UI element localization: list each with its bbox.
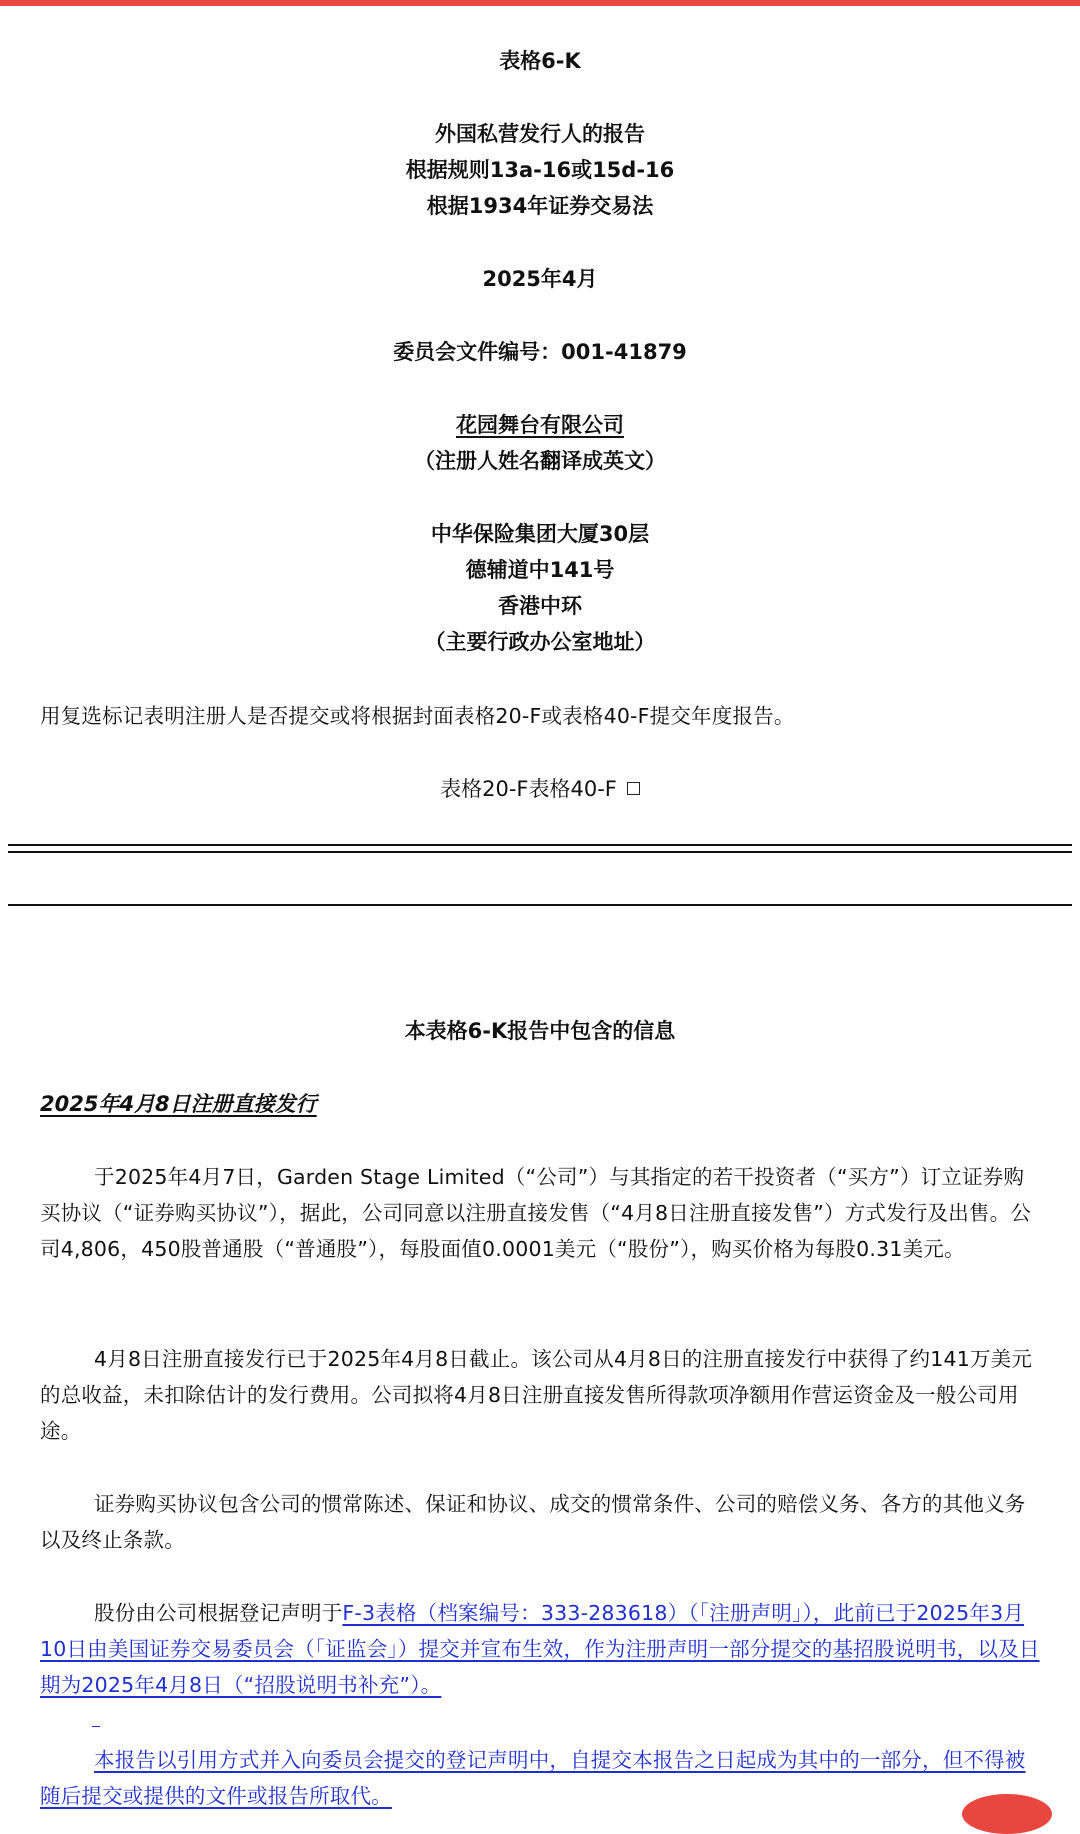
paragraph-1 [40,1159,1040,1267]
section-heading: 2025年4月8日注册直接发行 [40,1092,317,1116]
annual-report-question: 用复选标记表明注册人是否提交或将根据封面表格20-F或表格40-F提交年度报告。 [40,704,795,728]
paragraph-2-text: 4月8日注册直接发行已于2025年4月8日截止。该公司从4月8日的注册直接发行中获得了约141万美元的总收益，未扣除估计的发行费用。公司拟将4月8日注册直接发售所得款项净额用作营运资金及一般公司用途。 [40,1347,1033,1443]
paragraph-3 [40,1486,1040,1558]
address-line-3: 香港中环 [498,594,582,618]
annual-report-options-text: 表格20-F表格40-F [440,777,617,801]
report-line-1: 外国私营发行人的报告 [435,122,645,146]
address-line-1: 中华保险集团大厦30层 [430,522,650,546]
address-note: （主要行政办公室地址） [424,630,656,654]
form-checkbox[interactable] [627,782,640,795]
corner-badge [962,1794,1052,1834]
paragraph-2 [40,1341,1040,1449]
divider-top-2 [8,851,1072,853]
registration-statement-link[interactable]: F-3表格（档案编号：333-283618）（「注册声明」），此前已于2025年3月10日由美国证券交易委员会（「证监会」）提交并宣布生效，作为注册声明一部分提交的基招股说明书，以及日期为2025年4月8日（“招股说明书补充”）。 [40,1601,1040,1697]
form-title: 表格6-K [499,49,581,73]
divider-bottom [8,904,1072,906]
company-name: 花园舞台有限公司 [456,413,624,437]
address-line-2: 德辅道中141号 [465,558,615,582]
top-accent-bar [0,0,1080,6]
paragraph-5-link[interactable]: 本报告以引用方式并入向委员会提交的登记声明中，自提交本报告之日起成为其中的一部分，但不得被随后提交或提供的文件或报告所取代。 [40,1748,1026,1808]
report-date: 2025年4月 [482,267,598,291]
report-line-3: 根据1934年证券交易法 [426,194,654,218]
paragraph-4-prefix: 股份由公司根据登记声明于 [94,1601,343,1625]
paragraph-5 [40,1742,1040,1814]
file-number: 委员会文件编号：001-41879 [393,340,687,364]
paragraph-4 [40,1595,1040,1703]
company-name-line [0,407,1080,443]
link-fragment [92,1726,100,1727]
divider-top-1 [8,844,1072,846]
report-line-2: 根据规则13a-16或15d-16 [405,158,675,182]
paragraph-1-text: 于2025年4月7日，Garden Stage Limited（“公司”）与其指定的若干投资者（“买方”）订立证券购买协议（“证券购买协议”），据此，公司同意以注册直接发售（“4月8日注册直接发售”）方式发行及出售。公司4,806，450股普通股（“普通股”），每股面值0.0001美元（“股份”），购买价格为每股0.31美元。 [40,1165,1032,1261]
paragraph-3-text: 证券购买协议包含公司的惯常陈述、保证和协议、成交的惯常条件、公司的赔偿义务、各方的其他义务以及终止条款。 [40,1492,1026,1552]
annual-report-options [0,771,1080,807]
company-name-note: （注册人姓名翻译成英文） [414,449,666,473]
info-title: 本表格6-K报告中包含的信息 [404,1019,676,1043]
